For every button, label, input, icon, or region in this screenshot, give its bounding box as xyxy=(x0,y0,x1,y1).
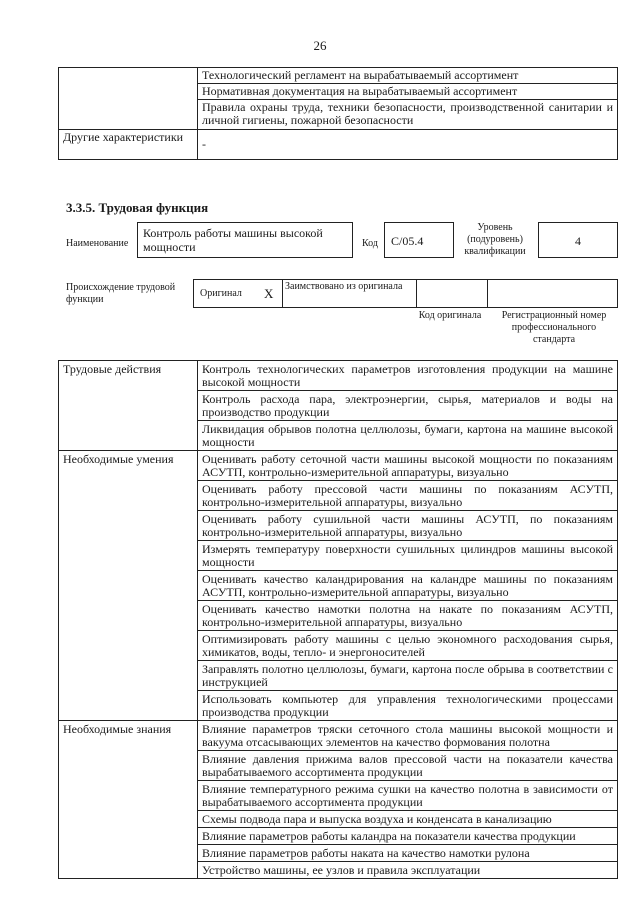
category-cell xyxy=(59,391,198,421)
category-cell xyxy=(59,571,198,601)
table-row: Ликвидация обрывов полотна целлюлозы, бумаги, картона на машине высокой мощности xyxy=(198,421,618,451)
table-row: Влияние параметров тряски сеточного стола машины высокой мощности и вакуума отсасывающих элементов на качество формования полотна xyxy=(198,721,618,751)
top-table-row: Нормативная документация на вырабатываемый ассортимент xyxy=(198,84,618,100)
table-row: Оценивать работу прессовой части машины по показаниям АСУТП, контрольно-измерительной аппаратуры, визуально xyxy=(198,481,618,511)
top-table-empty-cell xyxy=(59,100,198,130)
table-row: Оценивать работу сеточной части машины высокой мощности по показаниям АСУТП, контрольно-измерительной аппаратуры, визуально xyxy=(198,451,618,481)
origin-row-box xyxy=(193,279,618,308)
code-value: С/05.4 xyxy=(384,222,454,258)
category-cell xyxy=(59,751,198,781)
original-mark: X xyxy=(264,286,274,301)
borrowed-label: Заимствовано из оригинала xyxy=(285,281,403,292)
divider xyxy=(416,280,417,307)
table-row: Влияние параметров работы каландра на показатели качества продукции xyxy=(198,828,618,845)
table-row: Оценивать качество намотки полотна на накате по показаниям АСУТП, контрольно-измерительной аппаратуры, визуально xyxy=(198,601,618,631)
table-row: Контроль расхода пара, электроэнергии, сырья, материалов и воды на производство продукции xyxy=(198,391,618,421)
other-characteristics-value: - xyxy=(198,130,618,160)
category-cell xyxy=(59,511,198,541)
section-heading: 3.3.5. Трудовая функция xyxy=(66,200,209,215)
table-row: Использовать компьютер для управления технологическими процессами производства продукции xyxy=(198,691,618,721)
category-cell xyxy=(59,661,198,691)
category-label: Трудовые действия xyxy=(59,361,198,391)
table-row: Устройство машины, ее узлов и правила эксплуатации xyxy=(198,862,618,879)
category-cell xyxy=(59,541,198,571)
category-cell xyxy=(59,845,198,862)
other-characteristics-label: Другие характеристики xyxy=(59,130,198,160)
category-cell xyxy=(59,781,198,811)
table-row: Контроль технологических параметров изготовления продукции на машине высокой мощности xyxy=(198,361,618,391)
code-label: Код xyxy=(362,238,378,249)
code-original-caption: Код оригинала xyxy=(418,310,482,321)
category-label: Необходимые знания xyxy=(59,721,198,751)
original-label: Оригинал xyxy=(200,288,242,299)
divider xyxy=(282,280,283,307)
top-table-empty-cell xyxy=(59,68,198,84)
category-cell xyxy=(59,828,198,845)
category-cell xyxy=(59,601,198,631)
level-value: 4 xyxy=(538,222,618,258)
category-cell xyxy=(59,691,198,721)
table-row: Заправлять полотно целлюлозы, бумаги, картона после обрыва в соответствии с инструкцией xyxy=(198,661,618,691)
category-cell xyxy=(59,811,198,828)
category-cell xyxy=(59,631,198,661)
function-name-value: Контроль работы машины высокой мощности xyxy=(137,222,353,258)
category-cell xyxy=(59,862,198,879)
table-row: Оценивать качество каландрирования на каландре машины по показаниям АСУТП, контрольно-измерительной аппаратуры, визуально xyxy=(198,571,618,601)
divider xyxy=(487,280,488,307)
top-table-row: Правила охраны труда, техники безопасности, производственной санитарии и личной гигиены, пожарной безопасности xyxy=(198,100,618,130)
category-cell xyxy=(59,481,198,511)
category-label: Необходимые умения xyxy=(59,451,198,481)
table-row: Оптимизировать работу машины с целью экономного расходования сырья, химикатов, воды, тепло- и энергоносителей xyxy=(198,631,618,661)
level-label: Уровень (подуровень) квалификации xyxy=(464,222,526,257)
table-row: Схемы подвода пара и выпуска воздуха и конденсата в канализацию xyxy=(198,811,618,828)
function-details-table xyxy=(58,360,618,879)
origin-label: Происхождение трудовой функции xyxy=(66,282,176,305)
table-row: Влияние параметров работы наката на качество намотки рулона xyxy=(198,845,618,862)
top-table-row: Технологический регламент на вырабатываемый ассортимент xyxy=(198,68,618,84)
table-row: Влияние давления прижима валов прессовой части на показатели качества вырабатываемого ассортимента продукции xyxy=(198,751,618,781)
top-continuation-table xyxy=(58,67,618,160)
reg-number-caption: Регистрационный номер профессионального стандарта xyxy=(501,310,607,345)
table-row: Влияние температурного режима сушки на качество полотна в зависимости от вырабатываемого ассортимента продукции xyxy=(198,781,618,811)
table-row: Измерять температуру поверхности сушильных цилиндров машины высокой мощности xyxy=(198,541,618,571)
page-number: 26 xyxy=(313,38,327,53)
table-row: Оценивать работу сушильной части машины АСУТП, по показаниям контрольно-измерительной аппаратуры, визуально xyxy=(198,511,618,541)
top-table-empty-cell xyxy=(59,84,198,100)
category-cell xyxy=(59,421,198,451)
name-label: Наименование xyxy=(66,238,129,249)
